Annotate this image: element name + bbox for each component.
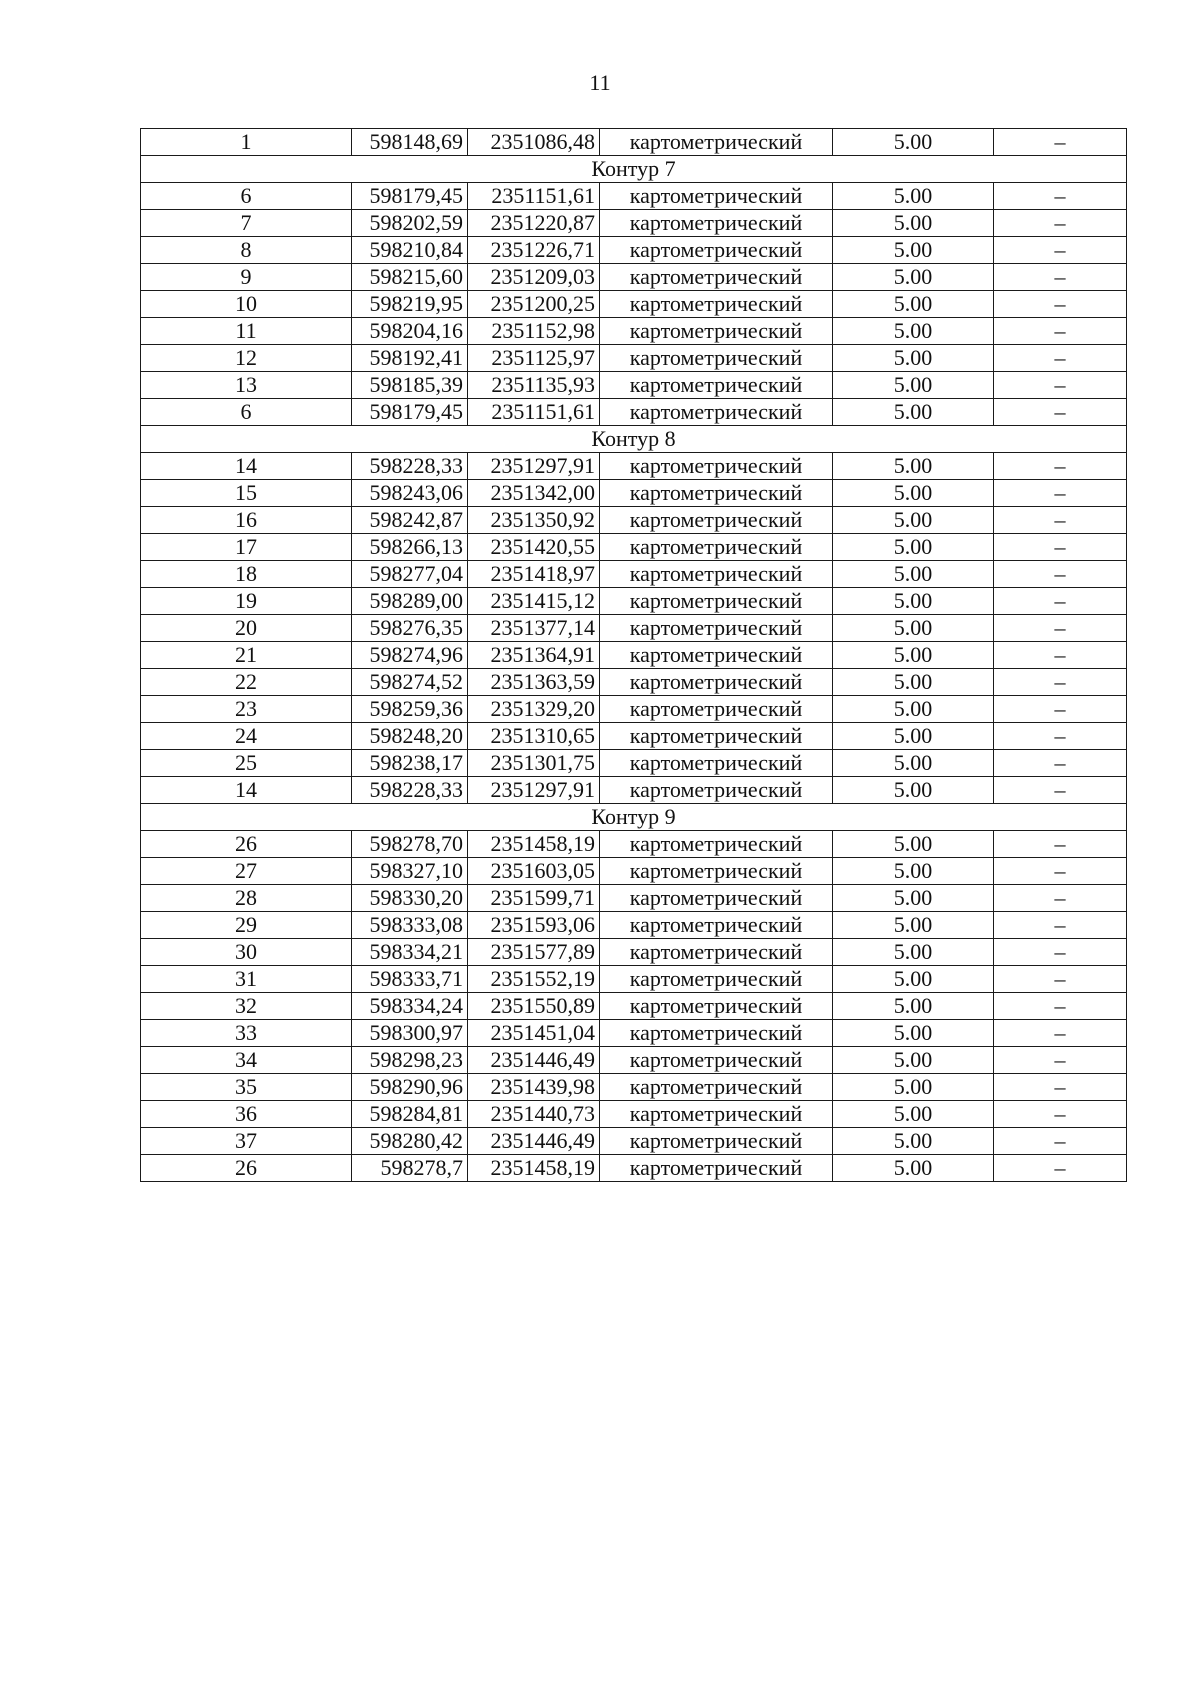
method-cell: картометрический [600, 588, 833, 615]
description-cell: – [994, 183, 1127, 210]
method-cell: картометрический [600, 561, 833, 588]
y-coordinate-cell: 2351440,73 [468, 1101, 600, 1128]
description-cell: – [994, 1101, 1127, 1128]
y-coordinate-cell: 2351363,59 [468, 669, 600, 696]
table-row [141, 642, 1127, 669]
x-coordinate-cell: 598277,04 [352, 561, 468, 588]
accuracy-cell: 5.00 [833, 1128, 994, 1155]
table-row [141, 1155, 1127, 1182]
point-number-cell: 19 [141, 588, 352, 615]
description-cell: – [994, 912, 1127, 939]
point-number-cell: 14 [141, 777, 352, 804]
accuracy-cell: 5.00 [833, 615, 994, 642]
x-coordinate-cell: 598243,06 [352, 480, 468, 507]
point-number-cell: 12 [141, 345, 352, 372]
table-row [141, 318, 1127, 345]
description-cell: – [994, 750, 1127, 777]
description-cell: – [994, 1155, 1127, 1182]
accuracy-cell: 5.00 [833, 912, 994, 939]
y-coordinate-cell: 2351329,20 [468, 696, 600, 723]
y-coordinate-cell: 2351593,06 [468, 912, 600, 939]
point-number-cell: 27 [141, 858, 352, 885]
y-coordinate-cell: 2351209,03 [468, 264, 600, 291]
section-title: Контур 8 [141, 426, 1127, 453]
description-cell: – [994, 345, 1127, 372]
description-cell: – [994, 237, 1127, 264]
x-coordinate-cell: 598204,16 [352, 318, 468, 345]
method-cell: картометрический [600, 264, 833, 291]
point-number-cell: 26 [141, 831, 352, 858]
accuracy-cell: 5.00 [833, 534, 994, 561]
accuracy-cell: 5.00 [833, 1047, 994, 1074]
method-cell: картометрический [600, 912, 833, 939]
x-coordinate-cell: 598327,10 [352, 858, 468, 885]
coordinates-table-body [141, 129, 1127, 1182]
description-cell: – [994, 1047, 1127, 1074]
description-cell: – [994, 561, 1127, 588]
table-row [141, 210, 1127, 237]
accuracy-cell: 5.00 [833, 966, 994, 993]
y-coordinate-cell: 2351446,49 [468, 1047, 600, 1074]
accuracy-cell: 5.00 [833, 399, 994, 426]
x-coordinate-cell: 598192,41 [352, 345, 468, 372]
method-cell: картометрический [600, 345, 833, 372]
point-number-cell: 11 [141, 318, 352, 345]
description-cell: – [994, 534, 1127, 561]
accuracy-cell: 5.00 [833, 264, 994, 291]
accuracy-cell: 5.00 [833, 237, 994, 264]
accuracy-cell: 5.00 [833, 885, 994, 912]
accuracy-cell: 5.00 [833, 1074, 994, 1101]
point-number-cell: 30 [141, 939, 352, 966]
accuracy-cell: 5.00 [833, 318, 994, 345]
x-coordinate-cell: 598266,13 [352, 534, 468, 561]
table-row [141, 534, 1127, 561]
point-number-cell: 36 [141, 1101, 352, 1128]
table-row [141, 669, 1127, 696]
x-coordinate-cell: 598278,7 [352, 1155, 468, 1182]
table-row [141, 1020, 1127, 1047]
method-cell: картометрический [600, 669, 833, 696]
description-cell: – [994, 372, 1127, 399]
point-number-cell: 10 [141, 291, 352, 318]
section-header-row [141, 156, 1127, 183]
x-coordinate-cell: 598334,21 [352, 939, 468, 966]
table-row [141, 129, 1127, 156]
x-coordinate-cell: 598228,33 [352, 777, 468, 804]
point-number-cell: 18 [141, 561, 352, 588]
description-cell: – [994, 696, 1127, 723]
description-cell: – [994, 831, 1127, 858]
section-title: Контур 7 [141, 156, 1127, 183]
point-number-cell: 24 [141, 723, 352, 750]
y-coordinate-cell: 2351458,19 [468, 831, 600, 858]
accuracy-cell: 5.00 [833, 642, 994, 669]
y-coordinate-cell: 2351377,14 [468, 615, 600, 642]
x-coordinate-cell: 598248,20 [352, 723, 468, 750]
method-cell: картометрический [600, 777, 833, 804]
description-cell: – [994, 777, 1127, 804]
method-cell: картометрический [600, 534, 833, 561]
point-number-cell: 34 [141, 1047, 352, 1074]
method-cell: картометрический [600, 129, 833, 156]
description-cell: – [994, 723, 1127, 750]
y-coordinate-cell: 2351310,65 [468, 723, 600, 750]
method-cell: картометрический [600, 696, 833, 723]
y-coordinate-cell: 2351458,19 [468, 1155, 600, 1182]
x-coordinate-cell: 598210,84 [352, 237, 468, 264]
accuracy-cell: 5.00 [833, 993, 994, 1020]
point-number-cell: 16 [141, 507, 352, 534]
y-coordinate-cell: 2351420,55 [468, 534, 600, 561]
table-row [141, 561, 1127, 588]
y-coordinate-cell: 2351135,93 [468, 372, 600, 399]
method-cell: картометрический [600, 1074, 833, 1101]
y-coordinate-cell: 2351151,61 [468, 183, 600, 210]
description-cell: – [994, 507, 1127, 534]
point-number-cell: 8 [141, 237, 352, 264]
y-coordinate-cell: 2351151,61 [468, 399, 600, 426]
page-number: 11 [589, 70, 611, 95]
point-number-cell: 29 [141, 912, 352, 939]
table-row [141, 345, 1127, 372]
accuracy-cell: 5.00 [833, 696, 994, 723]
point-number-cell: 37 [141, 1128, 352, 1155]
description-cell: – [994, 939, 1127, 966]
table-row [141, 966, 1127, 993]
table-row [141, 777, 1127, 804]
point-number-cell: 22 [141, 669, 352, 696]
method-cell: картометрический [600, 372, 833, 399]
y-coordinate-cell: 2351439,98 [468, 1074, 600, 1101]
description-cell: – [994, 1128, 1127, 1155]
point-number-cell: 33 [141, 1020, 352, 1047]
table-row [141, 264, 1127, 291]
x-coordinate-cell: 598333,71 [352, 966, 468, 993]
description-cell: – [994, 129, 1127, 156]
description-cell: – [994, 480, 1127, 507]
coordinates-table [140, 128, 1127, 1182]
method-cell: картометрический [600, 966, 833, 993]
point-number-cell: 6 [141, 399, 352, 426]
y-coordinate-cell: 2351552,19 [468, 966, 600, 993]
table-row [141, 1128, 1127, 1155]
x-coordinate-cell: 598179,45 [352, 183, 468, 210]
method-cell: картометрический [600, 615, 833, 642]
table-row [141, 480, 1127, 507]
x-coordinate-cell: 598179,45 [352, 399, 468, 426]
y-coordinate-cell: 2351603,05 [468, 858, 600, 885]
method-cell: картометрический [600, 939, 833, 966]
accuracy-cell: 5.00 [833, 723, 994, 750]
method-cell: картометрический [600, 993, 833, 1020]
accuracy-cell: 5.00 [833, 1155, 994, 1182]
x-coordinate-cell: 598300,97 [352, 1020, 468, 1047]
point-number-cell: 20 [141, 615, 352, 642]
method-cell: картометрический [600, 237, 833, 264]
y-coordinate-cell: 2351301,75 [468, 750, 600, 777]
x-coordinate-cell: 598242,87 [352, 507, 468, 534]
table-row [141, 750, 1127, 777]
x-coordinate-cell: 598219,95 [352, 291, 468, 318]
table-row [141, 399, 1127, 426]
accuracy-cell: 5.00 [833, 183, 994, 210]
accuracy-cell: 5.00 [833, 1020, 994, 1047]
method-cell: картометрический [600, 453, 833, 480]
x-coordinate-cell: 598274,52 [352, 669, 468, 696]
accuracy-cell: 5.00 [833, 858, 994, 885]
description-cell: – [994, 885, 1127, 912]
y-coordinate-cell: 2351446,49 [468, 1128, 600, 1155]
method-cell: картометрический [600, 399, 833, 426]
table-row [141, 237, 1127, 264]
table-row [141, 858, 1127, 885]
table-row [141, 939, 1127, 966]
table-row [141, 615, 1127, 642]
point-number-cell: 9 [141, 264, 352, 291]
description-cell: – [994, 318, 1127, 345]
accuracy-cell: 5.00 [833, 291, 994, 318]
y-coordinate-cell: 2351364,91 [468, 642, 600, 669]
accuracy-cell: 5.00 [833, 507, 994, 534]
description-cell: – [994, 1074, 1127, 1101]
y-coordinate-cell: 2351418,97 [468, 561, 600, 588]
x-coordinate-cell: 598289,00 [352, 588, 468, 615]
table-row [141, 723, 1127, 750]
description-cell: – [994, 1020, 1127, 1047]
y-coordinate-cell: 2351220,87 [468, 210, 600, 237]
method-cell: картометрический [600, 291, 833, 318]
accuracy-cell: 5.00 [833, 1101, 994, 1128]
method-cell: картометрический [600, 831, 833, 858]
point-number-cell: 17 [141, 534, 352, 561]
point-number-cell: 35 [141, 1074, 352, 1101]
y-coordinate-cell: 2351125,97 [468, 345, 600, 372]
table-row [141, 1074, 1127, 1101]
x-coordinate-cell: 598330,20 [352, 885, 468, 912]
x-coordinate-cell: 598334,24 [352, 993, 468, 1020]
y-coordinate-cell: 2351086,48 [468, 129, 600, 156]
section-header-row [141, 804, 1127, 831]
accuracy-cell: 5.00 [833, 588, 994, 615]
y-coordinate-cell: 2351350,92 [468, 507, 600, 534]
method-cell: картометрический [600, 1047, 833, 1074]
method-cell: картометрический [600, 1128, 833, 1155]
table-row [141, 696, 1127, 723]
table-row [141, 507, 1127, 534]
x-coordinate-cell: 598333,08 [352, 912, 468, 939]
y-coordinate-cell: 2351550,89 [468, 993, 600, 1020]
x-coordinate-cell: 598278,70 [352, 831, 468, 858]
point-number-cell: 32 [141, 993, 352, 1020]
point-number-cell: 14 [141, 453, 352, 480]
description-cell: – [994, 966, 1127, 993]
x-coordinate-cell: 598228,33 [352, 453, 468, 480]
table-row [141, 588, 1127, 615]
x-coordinate-cell: 598276,35 [352, 615, 468, 642]
table-row [141, 372, 1127, 399]
y-coordinate-cell: 2351200,25 [468, 291, 600, 318]
method-cell: картометрический [600, 210, 833, 237]
point-number-cell: 26 [141, 1155, 352, 1182]
method-cell: картометрический [600, 183, 833, 210]
method-cell: картометрический [600, 1020, 833, 1047]
method-cell: картометрический [600, 1101, 833, 1128]
method-cell: картометрический [600, 318, 833, 345]
table-row [141, 453, 1127, 480]
point-number-cell: 31 [141, 966, 352, 993]
table-row [141, 183, 1127, 210]
method-cell: картометрический [600, 858, 833, 885]
point-number-cell: 7 [141, 210, 352, 237]
description-cell: – [994, 291, 1127, 318]
method-cell: картометрический [600, 885, 833, 912]
y-coordinate-cell: 2351342,00 [468, 480, 600, 507]
x-coordinate-cell: 598185,39 [352, 372, 468, 399]
description-cell: – [994, 588, 1127, 615]
method-cell: картометрический [600, 723, 833, 750]
method-cell: картометрический [600, 642, 833, 669]
accuracy-cell: 5.00 [833, 480, 994, 507]
description-cell: – [994, 210, 1127, 237]
description-cell: – [994, 993, 1127, 1020]
table-row [141, 993, 1127, 1020]
y-coordinate-cell: 2351451,04 [468, 1020, 600, 1047]
point-number-cell: 13 [141, 372, 352, 399]
method-cell: картометрический [600, 750, 833, 777]
point-number-cell: 25 [141, 750, 352, 777]
table-row [141, 831, 1127, 858]
table-row [141, 885, 1127, 912]
description-cell: – [994, 669, 1127, 696]
x-coordinate-cell: 598280,42 [352, 1128, 468, 1155]
x-coordinate-cell: 598148,69 [352, 129, 468, 156]
y-coordinate-cell: 2351577,89 [468, 939, 600, 966]
x-coordinate-cell: 598238,17 [352, 750, 468, 777]
y-coordinate-cell: 2351226,71 [468, 237, 600, 264]
x-coordinate-cell: 598215,60 [352, 264, 468, 291]
description-cell: – [994, 858, 1127, 885]
table-row [141, 291, 1127, 318]
method-cell: картометрический [600, 480, 833, 507]
accuracy-cell: 5.00 [833, 345, 994, 372]
x-coordinate-cell: 598259,36 [352, 696, 468, 723]
accuracy-cell: 5.00 [833, 129, 994, 156]
table-row [141, 1101, 1127, 1128]
section-title: Контур 9 [141, 804, 1127, 831]
point-number-cell: 28 [141, 885, 352, 912]
y-coordinate-cell: 2351297,91 [468, 453, 600, 480]
accuracy-cell: 5.00 [833, 669, 994, 696]
method-cell: картометрический [600, 1155, 833, 1182]
y-coordinate-cell: 2351297,91 [468, 777, 600, 804]
accuracy-cell: 5.00 [833, 777, 994, 804]
accuracy-cell: 5.00 [833, 939, 994, 966]
accuracy-cell: 5.00 [833, 210, 994, 237]
point-number-cell: 23 [141, 696, 352, 723]
x-coordinate-cell: 598202,59 [352, 210, 468, 237]
method-cell: картометрический [600, 507, 833, 534]
description-cell: – [994, 615, 1127, 642]
point-number-cell: 1 [141, 129, 352, 156]
point-number-cell: 15 [141, 480, 352, 507]
description-cell: – [994, 399, 1127, 426]
table-row [141, 1047, 1127, 1074]
accuracy-cell: 5.00 [833, 831, 994, 858]
table-row [141, 912, 1127, 939]
x-coordinate-cell: 598290,96 [352, 1074, 468, 1101]
y-coordinate-cell: 2351599,71 [468, 885, 600, 912]
accuracy-cell: 5.00 [833, 561, 994, 588]
x-coordinate-cell: 598274,96 [352, 642, 468, 669]
y-coordinate-cell: 2351415,12 [468, 588, 600, 615]
description-cell: – [994, 642, 1127, 669]
accuracy-cell: 5.00 [833, 453, 994, 480]
description-cell: – [994, 264, 1127, 291]
x-coordinate-cell: 598284,81 [352, 1101, 468, 1128]
accuracy-cell: 5.00 [833, 372, 994, 399]
accuracy-cell: 5.00 [833, 750, 994, 777]
section-header-row [141, 426, 1127, 453]
y-coordinate-cell: 2351152,98 [468, 318, 600, 345]
x-coordinate-cell: 598298,23 [352, 1047, 468, 1074]
description-cell: – [994, 453, 1127, 480]
point-number-cell: 21 [141, 642, 352, 669]
point-number-cell: 6 [141, 183, 352, 210]
